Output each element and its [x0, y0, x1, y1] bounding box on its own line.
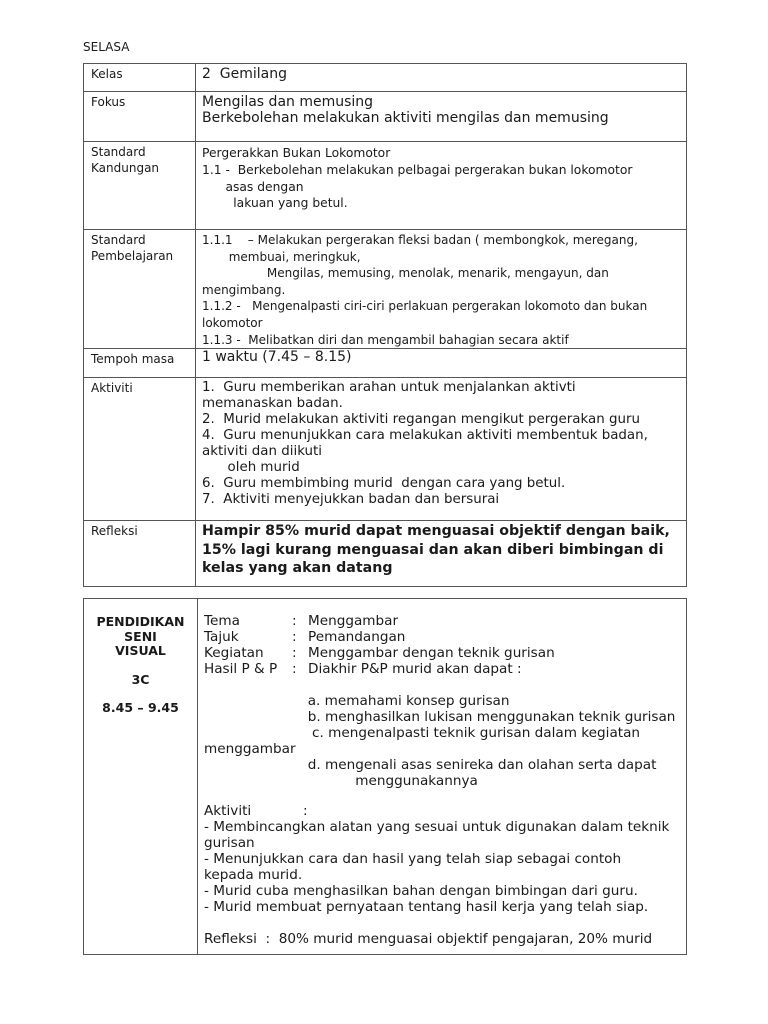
value-standard-pembelajaran	[196, 230, 687, 349]
label-standard-kandungan	[84, 142, 196, 230]
subject-line: SENI	[124, 628, 157, 644]
refleksi-line: 15% lagi kurang menguasai dan akan diberi bimbingan di	[202, 541, 664, 558]
field-key: Hasil P & P	[204, 661, 278, 677]
label-kelas: Kelas	[84, 64, 196, 92]
fokus-line: Mengilas dan memusing	[202, 94, 374, 110]
row-refleksi	[84, 521, 687, 587]
field-value: Menggambar	[308, 613, 399, 629]
sk-line: asas dengan	[202, 179, 304, 194]
subject-line: PENDIDIKAN	[96, 614, 185, 629]
details-cell	[198, 599, 687, 955]
aktiviti-line: oleh murid	[202, 460, 300, 476]
psv-aktiviti-line: kepada murid.	[204, 867, 303, 883]
class-name: 3C	[131, 671, 150, 687]
row-standard-kandungan	[84, 142, 687, 230]
sp-line: 1.1.3 - Melibatkan diri dan mengambil bahagian secara aktif	[202, 332, 569, 347]
row-fokus	[84, 92, 687, 142]
sp-line: membuai, meringkuk,	[202, 249, 361, 264]
aktiviti-heading: Aktiviti :	[204, 803, 308, 819]
sp-line: 1.1.2 - Mengenalpasti ciri-ciri perlakuan pergerakan lokomoto dan bukan	[202, 299, 648, 314]
objective-line: menggambar	[204, 741, 296, 757]
field-hasil: Hasil P & P : Diakhir P&P murid akan dapat :	[204, 661, 522, 677]
sk-line: lakuan yang betul.	[202, 196, 348, 211]
label-line: Standard	[91, 145, 146, 159]
refleksi-line: Hampir 85% murid dapat menguasai objektif dengan baik,	[202, 523, 670, 540]
psv-aktiviti-line: - Membincangkan alatan yang sesuai untuk digunakan dalam teknik	[204, 819, 670, 835]
label-line: Pembelajaran	[91, 249, 174, 263]
objective-line: menggunakannya	[204, 773, 478, 789]
sk-line: 1.1 - Berkebolehan melakukan pelbagai pergerakan bukan lokomotor	[202, 162, 633, 177]
field-value: Diakhir P&P murid akan dapat :	[308, 661, 522, 677]
value-standard-kandungan	[196, 142, 687, 230]
label-standard-pembelajaran	[84, 230, 196, 349]
label-aktiviti: Aktiviti	[84, 378, 196, 521]
value-tempoh: 1 waktu (7.45 – 8.15)	[196, 349, 687, 378]
sp-line: mengimbang.	[202, 282, 286, 297]
psv-aktiviti-line: - Murid membuat pernyataan tentang hasil kerja yang telah siap.	[204, 899, 649, 915]
value-fokus	[196, 92, 687, 142]
row-kelas	[84, 64, 687, 92]
row-psv	[84, 599, 687, 955]
sp-line: 1.1.1 – Melakukan pergerakan fleksi badan ( membongkok, meregang,	[202, 233, 638, 247]
objective-line: c. mengenalpasti teknik gurisan dalam kegiatan	[204, 725, 641, 741]
aktiviti-line: memanaskan badan.	[202, 396, 343, 412]
aktiviti-line: 6. Guru membimbing murid dengan cara yang betul.	[202, 476, 566, 492]
objective-line: a. memahami konsep gurisan	[204, 693, 510, 709]
value-refleksi	[196, 521, 687, 587]
objective-line: d. mengenali asas senireka dan olahan serta dapat	[204, 757, 657, 773]
row-standard-pembelajaran	[84, 230, 687, 349]
label-line: Kandungan	[91, 161, 160, 175]
day-heading: SELASA	[83, 40, 130, 54]
aktiviti-line: 4. Guru menunjukkan cara melakukan aktiviti membentuk badan,	[202, 428, 648, 444]
row-tempoh	[84, 349, 687, 378]
psv-aktiviti-line: - Menunjukkan cara dan hasil yang telah siap sebagai contoh	[204, 851, 622, 867]
field-value: Menggambar dengan teknik gurisan	[308, 645, 555, 661]
lesson-plan-table-psv	[83, 598, 687, 955]
field-key: Tajuk	[204, 629, 239, 645]
label-line: Standard	[91, 233, 146, 247]
value-aktiviti	[196, 378, 687, 521]
lesson-plan-table-pj	[83, 63, 687, 587]
label-fokus: Fokus	[84, 92, 196, 142]
refleksi-line: kelas yang akan datang	[202, 560, 393, 577]
field-value: Pemandangan	[308, 629, 406, 645]
field-tajuk: Tajuk : Pemandangan	[204, 629, 406, 645]
row-aktiviti	[84, 378, 687, 521]
field-kegiatan: Kegiatan : Menggambar dengan teknik gurisan	[204, 645, 555, 661]
fokus-line: Berkebolehan melakukan aktiviti mengilas dan memusing	[202, 110, 609, 126]
aktiviti-line: aktiviti dan diikuti	[202, 444, 322, 460]
subject-line: VISUAL	[115, 643, 166, 658]
objective-line: b. menghasilkan lukisan menggunakan teknik gurisan	[204, 709, 676, 725]
psv-refleksi: Refleksi : 80% murid menguasai objektif pengajaran, 20% murid	[204, 931, 653, 947]
label-tempoh: Tempoh masa	[84, 349, 196, 378]
psv-aktiviti-line: - Murid cuba menghasilkan bahan dengan bimbingan dari guru.	[204, 883, 638, 899]
subject-cell	[84, 599, 198, 955]
sp-line: Mengilas, memusing, menolak, menarik, mengayun, dan	[202, 266, 609, 281]
field-key: Kegiatan	[204, 645, 264, 661]
aktiviti-line: 2. Murid melakukan aktiviti regangan mengikut pergerakan guru	[202, 412, 640, 428]
psv-aktiviti-line: gurisan	[204, 835, 255, 851]
label-refleksi: Refleksi	[84, 521, 196, 587]
sp-line: lokomotor	[202, 315, 263, 330]
aktiviti-line: 1. Guru memberikan arahan untuk menjalankan aktivti	[202, 380, 576, 396]
field-key: Tema	[204, 613, 240, 629]
field-tema: Tema : Menggambar	[204, 613, 399, 629]
lesson-time: 8.45 – 9.45	[102, 700, 179, 715]
sk-line: Pergerakkan Bukan Lokomotor	[202, 146, 391, 160]
value-kelas: 2 Gemilang	[196, 64, 687, 92]
aktiviti-line: 7. Aktiviti menyejukkan badan dan bersurai	[202, 492, 500, 508]
